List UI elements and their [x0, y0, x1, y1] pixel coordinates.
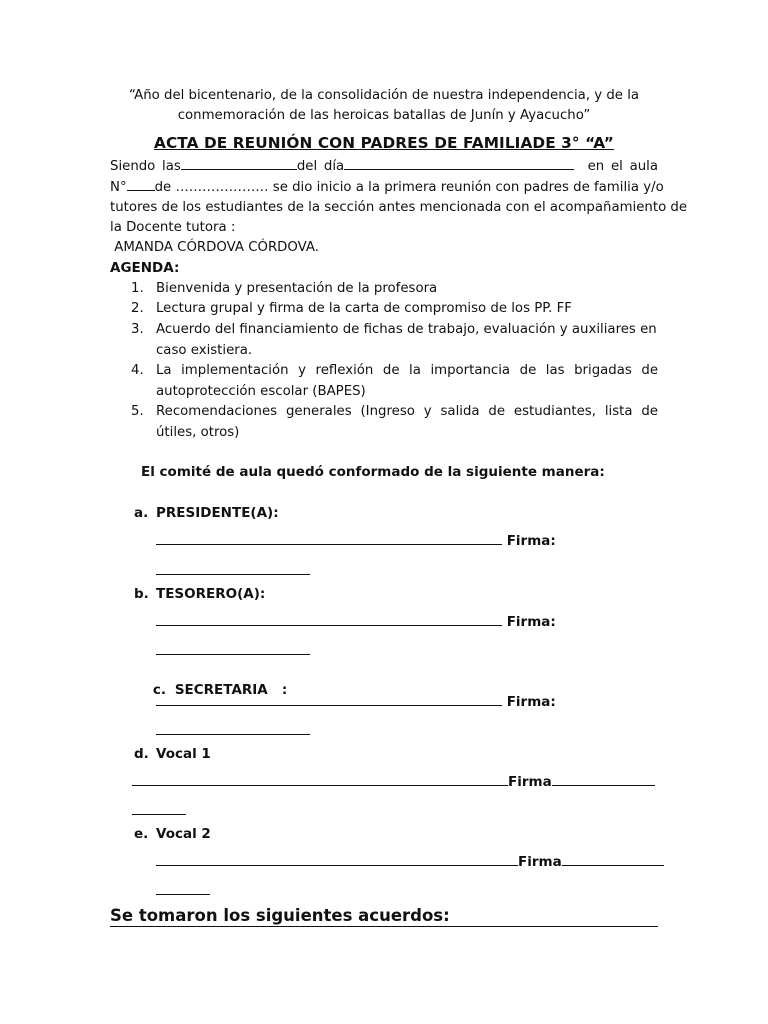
presidente-firma-row — [156, 561, 310, 579]
agenda-text: Acuerdo del financiamiento de fichas de trabajo, evaluación y auxiliares en caso existiera. — [156, 322, 657, 358]
cargo-letter: b. — [134, 586, 149, 602]
vocal2-firma-field-cont[interactable] — [156, 881, 210, 895]
blank-aula-numero[interactable] — [127, 177, 155, 191]
cargo-letter: d. — [134, 746, 149, 762]
agenda-title: AGENDA: — [110, 260, 180, 276]
tesorero-name-field[interactable] — [156, 612, 502, 626]
firma-label: Firma: — [506, 694, 556, 710]
agenda-number: 3. — [131, 322, 144, 337]
blank-hora[interactable] — [181, 156, 297, 170]
blank-fecha[interactable] — [344, 156, 574, 170]
motto-line-1: “Año del bicentenario, de la consolidación de nuestra independencia, y de la — [128, 88, 640, 103]
vocal1-name-field[interactable] — [132, 772, 508, 786]
acuerdos-title: Se tomaron los siguientes acuerdos: — [110, 906, 658, 927]
cargo-label: SECRETARIA : — [174, 682, 288, 698]
tesorero-firma-row — [156, 641, 310, 659]
agenda-number: 1. — [131, 281, 144, 296]
cargo-letter: a. — [134, 505, 149, 521]
cargo-label: PRESIDENTE(A): — [156, 505, 279, 521]
vocal1-firma-field-cont[interactable] — [132, 801, 186, 815]
secretaria-firma-row — [156, 721, 310, 739]
agenda-number: 4. — [131, 363, 144, 378]
agenda-item — [131, 402, 658, 443]
docente-name: AMANDA CÓRDOVA CÓRDOVA. — [110, 240, 319, 255]
cargo-letter: c. — [152, 682, 166, 698]
cargo-letter: e. — [134, 826, 149, 842]
cargo-label: Vocal 1 — [156, 746, 211, 762]
firma-label: Firma — [508, 774, 552, 790]
intro-line-3: tutores de los estudiantes de la sección antes mencionada con el acompañamiento de — [110, 200, 688, 215]
tesorero-name-row — [156, 612, 556, 630]
agenda-item — [131, 361, 658, 402]
cargo-presidente — [134, 505, 279, 521]
cargo-vocal-2 — [134, 826, 211, 842]
firma-label: Firma: — [506, 533, 556, 549]
agenda-text: Bienvenida y presentación de la profesora — [156, 281, 438, 296]
vocal2-firma-field[interactable] — [562, 852, 664, 866]
presidente-firma-field[interactable] — [156, 561, 310, 575]
motto-header — [110, 86, 658, 126]
intro-numero: N° — [110, 180, 127, 195]
vocal2-name-row — [156, 852, 664, 870]
cargo-label: TESORERO(A): — [156, 586, 266, 602]
presidente-name-row — [156, 531, 556, 549]
comite-title: El comité de aula quedó conformado de la siguiente manera: — [141, 464, 605, 480]
vocal1-firma-row — [132, 801, 186, 819]
intro-de: de ………………… se dio inicio a la primera reunión con padres de familia y/o — [154, 180, 664, 195]
agenda-text: Recomendaciones generales (Ingreso y salida de estudiantes, lista de útiles, otros) — [156, 404, 658, 440]
intro-line-2 — [110, 177, 664, 198]
document-title: ACTA DE REUNIÓN CON PADRES DE FAMILIADE 3° “A” — [154, 134, 614, 152]
intro-line-4: la Docente tutora : — [110, 220, 236, 235]
secretaria-name-field[interactable] — [156, 692, 502, 706]
intro-siendo-las: Siendo las — [110, 159, 181, 174]
secretaria-name-row — [156, 692, 556, 710]
agenda-item — [131, 299, 658, 320]
vocal2-name-field[interactable] — [156, 852, 518, 866]
agenda-text: Lectura grupal y firma de la carta de compromiso de los PP. FF — [156, 301, 572, 316]
vocal2-firma-row — [156, 881, 210, 899]
firma-label: Firma: — [506, 614, 556, 630]
vocal1-firma-field[interactable] — [552, 772, 655, 786]
firma-label: Firma — [518, 854, 562, 870]
agenda-number: 2. — [131, 301, 144, 316]
presidente-name-field[interactable] — [156, 531, 502, 545]
cargo-vocal-1 — [134, 746, 211, 762]
vocal1-name-row — [132, 772, 655, 790]
cargo-label: Vocal 2 — [156, 826, 211, 842]
agenda-number: 5. — [131, 404, 144, 419]
intro-del-dia: del día — [296, 159, 345, 174]
secretaria-firma-field[interactable] — [156, 721, 310, 735]
intro-en-el-aula: en el aula — [587, 159, 658, 174]
motto-line-2: conmemoración de las heroicas batallas de Junín y Ayacucho” — [177, 108, 591, 123]
intro-line-1 — [110, 156, 658, 177]
agenda-item — [131, 320, 658, 361]
agenda-item — [131, 279, 658, 300]
cargo-tesorero — [134, 586, 265, 602]
agenda-text: La implementación y reflexión de la importancia de las brigadas de autoprotección escolar (BAPES) — [156, 363, 658, 399]
tesorero-firma-field[interactable] — [156, 641, 310, 655]
